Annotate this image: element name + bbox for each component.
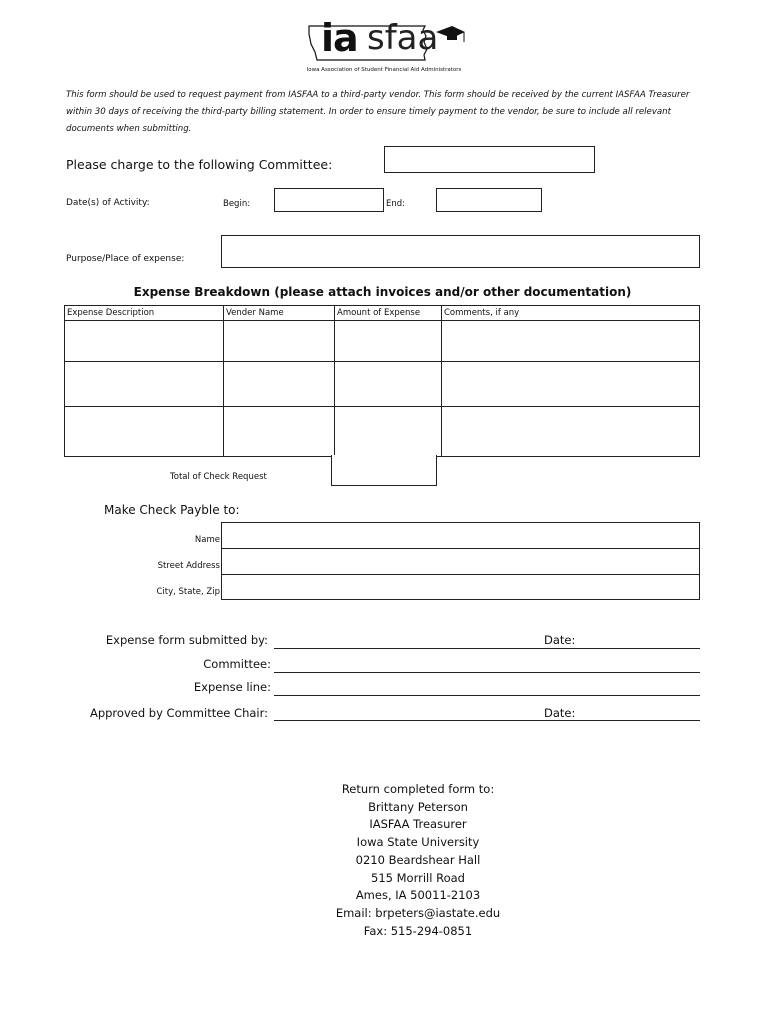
return-city: Ames, IA 50011-2103 bbox=[355, 888, 481, 903]
expense-description-cell[interactable] bbox=[65, 407, 224, 457]
table-row bbox=[65, 407, 700, 457]
expense-line-label: Expense line: bbox=[193, 680, 271, 694]
return-email[interactable]: Email: brpeters@iastate.edu bbox=[335, 905, 501, 920]
vender-name-cell[interactable] bbox=[224, 407, 335, 457]
return-fax: Fax: 515-294-0851 bbox=[363, 923, 473, 938]
vender-name-cell[interactable] bbox=[224, 321, 335, 362]
city-label: City, State, Zip bbox=[156, 587, 220, 597]
comments-cell[interactable] bbox=[442, 321, 700, 362]
logo-sfaa-text: sfaa bbox=[367, 18, 439, 58]
return-heading: Return completed form to: bbox=[341, 782, 495, 796]
table-row bbox=[65, 362, 700, 407]
approved-date-label: Date: bbox=[544, 706, 576, 720]
expense-table bbox=[64, 305, 700, 457]
comments-cell[interactable] bbox=[442, 362, 700, 407]
return-addr2: 515 Morrill Road bbox=[371, 870, 465, 885]
amount-cell[interactable] bbox=[335, 407, 442, 457]
end-label: End: bbox=[386, 199, 406, 209]
col-vender-name: Vender Name bbox=[224, 306, 335, 321]
comments-cell[interactable] bbox=[442, 407, 700, 457]
logo-tagline: Iowa Association of Student Financial Aid Administrators bbox=[306, 67, 462, 73]
logo-ia-text: ia bbox=[321, 16, 358, 60]
name-label: Name bbox=[194, 535, 220, 545]
committee-line[interactable] bbox=[274, 672, 700, 673]
return-title: IASFAA Treasurer bbox=[369, 817, 467, 832]
end-date-field[interactable] bbox=[436, 188, 542, 212]
committee-field[interactable] bbox=[384, 146, 595, 173]
col-amount: Amount of Expense bbox=[335, 306, 442, 321]
total-field[interactable] bbox=[331, 455, 437, 486]
return-addr1: 0210 Beardshear Hall bbox=[355, 852, 481, 867]
submitted-by-line[interactable] bbox=[274, 648, 700, 649]
expense-line[interactable] bbox=[274, 695, 700, 696]
return-address-block bbox=[270, 781, 566, 940]
committee-line-label: Committee: bbox=[203, 657, 271, 671]
payable-title: Make Check Payble to: bbox=[104, 503, 240, 517]
amount-cell[interactable] bbox=[335, 321, 442, 362]
begin-label: Begin: bbox=[223, 199, 251, 209]
col-expense-description: Expense Description bbox=[65, 306, 224, 321]
city-field[interactable] bbox=[221, 574, 700, 600]
vender-name-cell[interactable] bbox=[224, 362, 335, 407]
date-label: Date: bbox=[544, 633, 576, 647]
begin-date-field[interactable] bbox=[274, 188, 384, 212]
intro-text: This form should be used to request payment from IASFAA to a third-party vendor. This form should be received by the current IASFAA Treasurer within 30 days of receiving the third-party billing statement. In order to ensure timely payment to the vendor, be sure to include all relevant documents when submitting. bbox=[66, 90, 690, 134]
committee-label: Please charge to the following Committee: bbox=[66, 157, 333, 172]
approved-label: Approved by Committee Chair: bbox=[89, 706, 268, 720]
return-org: Iowa State University bbox=[356, 835, 480, 850]
approved-line[interactable] bbox=[274, 720, 700, 721]
total-label: Total of Check Request bbox=[170, 472, 267, 482]
street-label: Street Address bbox=[157, 561, 220, 571]
dates-label: Date(s) of Activity: bbox=[66, 198, 150, 208]
expense-description-cell[interactable] bbox=[65, 321, 224, 362]
street-field[interactable] bbox=[221, 548, 700, 575]
submitted-by-label: Expense form submitted by: bbox=[105, 633, 268, 647]
breakdown-title: Expense Breakdown (please attach invoices and/or other documentation) bbox=[133, 285, 632, 299]
table-row bbox=[65, 321, 700, 362]
amount-cell[interactable] bbox=[335, 362, 442, 407]
col-comments: Comments, if any bbox=[442, 306, 700, 321]
purpose-label: Purpose/Place of expense: bbox=[66, 254, 185, 264]
return-name: Brittany Peterson bbox=[368, 799, 468, 814]
purpose-field[interactable] bbox=[221, 235, 700, 268]
expense-description-cell[interactable] bbox=[65, 362, 224, 407]
name-field[interactable] bbox=[221, 522, 700, 549]
